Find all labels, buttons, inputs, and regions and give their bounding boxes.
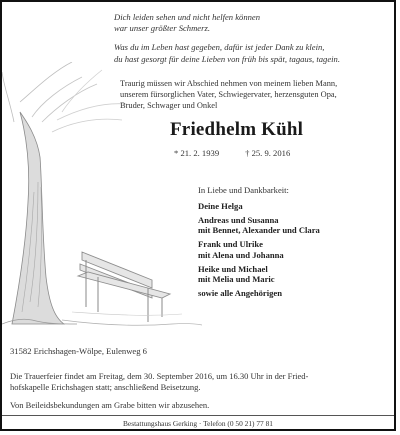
mourner-line: mit Alena und Johanna	[198, 249, 284, 260]
address: 31582 Erichshagen-Wölpe, Eulenweg 6	[10, 346, 147, 356]
mourner-group	[198, 288, 393, 298]
mourner-line: Andreas und Susanna	[198, 215, 279, 225]
birth-date: * 21. 2. 1939	[174, 148, 220, 158]
condolence-note: Von Beileidsbekundungen am Grabe bitten wir abzusehen.	[10, 400, 210, 410]
death-date: † 25. 9. 2016	[245, 148, 291, 158]
poem-line: Dich leiden sehen und nicht helfen können	[114, 12, 261, 22]
mourner-group	[198, 239, 393, 260]
mourner-line: Deine Helga	[198, 201, 243, 211]
mourner-line: mit Bennet, Alexander und Clara	[198, 225, 320, 236]
poem	[114, 12, 394, 65]
mourners-heading: In Liebe und Dankbarkeit:	[198, 185, 289, 195]
intro-line: Bruder, Schwager und Onkel	[120, 101, 218, 111]
mourner-line: mit Melia und Maric	[198, 274, 275, 285]
poem-line: war unser größter Schmerz.	[114, 23, 210, 34]
footer-divider	[2, 415, 394, 416]
mourner-line: Heike und Michael	[198, 263, 268, 274]
mourner-line: Frank und Ulrike	[198, 239, 263, 250]
mourner-group	[198, 201, 393, 211]
intro-text	[120, 78, 390, 112]
poem-line: du hast gesorgt für deine Lieben von früh bis spät, tagaus, tagein.	[114, 53, 340, 64]
intro-line: unserem fürsorglichen Vater, Schwiegervater, herzensguten Opa,	[120, 90, 337, 100]
mourner-line: sowie alle Angehörigen	[198, 288, 283, 299]
funeral-home-footer: Bestattungshaus Gerking · Telefon (0 50 21) 77 81	[122, 419, 273, 428]
life-dates	[174, 148, 334, 158]
intro-line: Traurig müssen wir Abschied nehmen von meinem lieben Mann,	[120, 79, 338, 88]
deceased-name: Friedhelm Kühl	[170, 119, 304, 140]
mourner-group	[198, 215, 393, 236]
service-line: hofskapelle Erichshagen statt; anschließend Beisetzung.	[10, 382, 201, 392]
mourner-group	[198, 264, 393, 285]
mourners-list	[198, 201, 393, 302]
service-info	[10, 371, 392, 393]
service-line: Die Trauerfeier findet am Freitag, dem 30. September 2016, um 16.30 Uhr in der Fried-	[10, 371, 309, 381]
poem-line: Was du im Leben hast gegeben, dafür ist jeder Dank zu klein,	[114, 42, 325, 53]
